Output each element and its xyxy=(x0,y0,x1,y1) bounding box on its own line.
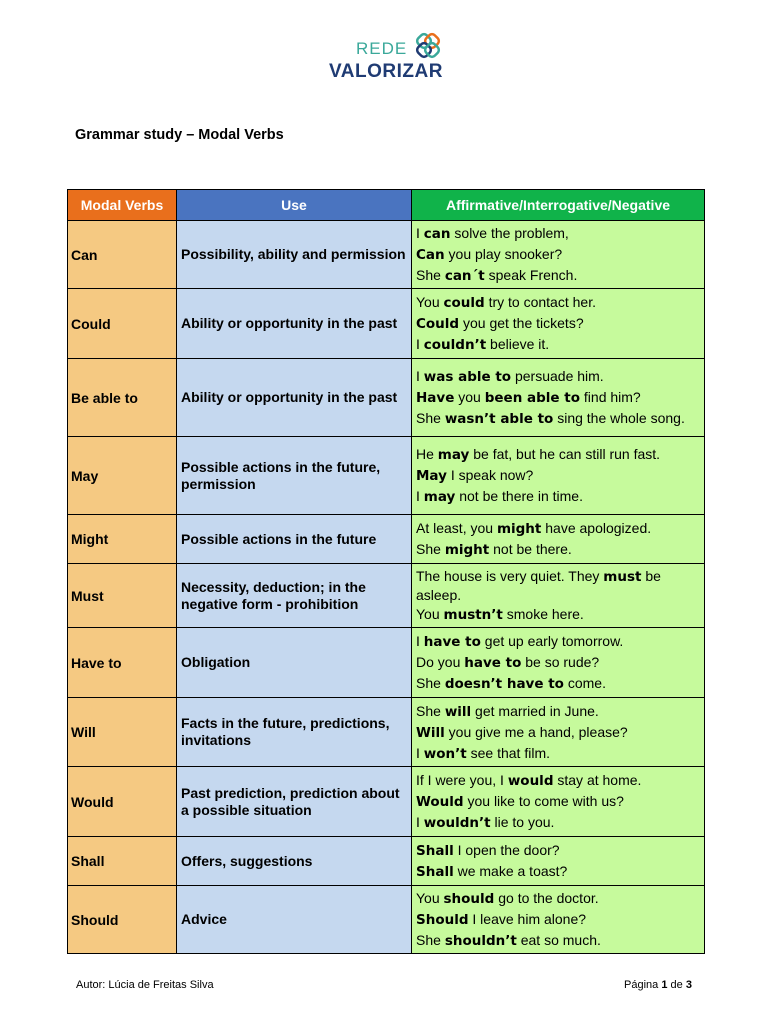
modal-verb-highlight: May xyxy=(416,468,447,484)
sentence-text: I xyxy=(416,336,424,352)
example-sentence xyxy=(416,722,700,743)
use-cell: Past prediction, prediction about a possible situation xyxy=(177,767,412,837)
sentence-text: eat so much. xyxy=(516,932,601,948)
modal-verbs-table xyxy=(67,189,705,954)
examples-cell xyxy=(412,221,705,289)
sentence-text: smoke here. xyxy=(502,605,584,622)
sentence-text: not be there. xyxy=(489,541,572,557)
example-sentence xyxy=(416,743,700,764)
modal-verb-highlight: couldn’t xyxy=(423,337,487,353)
sentence-text: sing the whole song. xyxy=(553,410,685,426)
table-header-row xyxy=(68,190,705,221)
example-sentence xyxy=(416,770,700,791)
sentence-text: go to the doctor. xyxy=(494,890,599,906)
sentence-text: I xyxy=(416,488,424,504)
footer-page-current: 1 xyxy=(661,979,668,991)
examples-cell xyxy=(412,437,705,515)
sentence-text: He xyxy=(416,446,438,462)
sentence-text: The house is very quiet. They xyxy=(416,567,604,584)
example-sentence xyxy=(416,888,700,909)
table-row xyxy=(68,515,705,564)
sentence-text: you get the tickets? xyxy=(459,315,584,331)
example-sentence xyxy=(416,265,700,286)
sentence-text: get up early tomorrow. xyxy=(480,633,624,649)
modal-verb-highlight: can xyxy=(423,226,451,242)
example-sentence xyxy=(416,539,700,560)
use-cell: Ability or opportunity in the past xyxy=(177,289,412,359)
modal-verb-highlight: Could xyxy=(416,316,460,332)
use-cell: Possibility, ability and permission xyxy=(177,221,412,289)
logo-valorizar-text: VALORIZAR xyxy=(329,61,443,82)
header-examples: Affirmative/Interrogative/Negative xyxy=(412,190,705,221)
modal-verb-cell: Could xyxy=(68,289,177,359)
sentence-text: You xyxy=(416,294,444,310)
sentence-text: You xyxy=(416,605,444,622)
modal-verb-cell: Shall xyxy=(68,837,177,886)
modal-verb-highlight: have to xyxy=(464,655,522,671)
logo-rede-text: REDE xyxy=(356,39,408,58)
modal-verb-highlight: may xyxy=(437,447,470,463)
modal-verb-highlight: mustn’t xyxy=(443,606,503,623)
example-sentence xyxy=(416,604,700,625)
example-sentence xyxy=(416,387,700,408)
sentence-text: find him? xyxy=(580,389,641,405)
use-cell: Advice xyxy=(177,886,412,954)
modal-verb-highlight: Can xyxy=(416,247,445,263)
footer-page-total: 3 xyxy=(685,979,692,991)
modal-verb-highlight: wasn’t able to xyxy=(444,411,554,427)
header-modal-verbs: Modal Verbs xyxy=(68,190,177,221)
modal-verb-highlight: been able to xyxy=(484,390,581,406)
sentence-text: you play snooker? xyxy=(444,246,563,262)
table-row xyxy=(68,437,705,515)
example-sentence xyxy=(416,909,700,930)
sentence-text: be so rude? xyxy=(521,654,600,670)
sentence-text: I open the door? xyxy=(453,842,560,858)
footer-page-label: Página xyxy=(624,979,659,991)
table-row xyxy=(68,221,705,289)
header-use: Use xyxy=(177,190,412,221)
footer-page-of: de xyxy=(670,979,683,991)
modal-verb-highlight: would xyxy=(507,773,554,789)
sentence-text: I xyxy=(416,814,424,830)
modal-verb-cell: Must xyxy=(68,564,177,628)
examples-cell xyxy=(412,564,705,628)
sentence-text: come. xyxy=(563,675,606,691)
sentence-text: She xyxy=(416,541,445,557)
sentence-text: you like to come with us? xyxy=(463,793,624,809)
sentence-text: Do you xyxy=(416,654,465,670)
sentence-text: I leave him alone? xyxy=(468,911,587,927)
example-sentence xyxy=(416,486,700,507)
sentence-text: She xyxy=(416,675,445,691)
modal-verb-cell: Might xyxy=(68,515,177,564)
modal-verb-highlight: can´t xyxy=(444,268,485,284)
example-sentence xyxy=(416,292,700,313)
sentence-text: we make a toast? xyxy=(453,863,568,879)
examples-cell xyxy=(412,767,705,837)
modal-verb-highlight: Will xyxy=(416,724,445,741)
rede-valorizar-logo xyxy=(326,32,446,82)
modal-verb-highlight: must xyxy=(603,568,642,585)
sentence-text: speak French. xyxy=(484,267,578,283)
modal-verb-cell: Will xyxy=(68,698,177,767)
example-sentence xyxy=(416,408,700,429)
logo-mark-icon xyxy=(412,32,444,64)
example-sentence xyxy=(416,812,700,833)
table-row xyxy=(68,359,705,437)
sentence-text: She xyxy=(416,410,445,426)
table-row xyxy=(68,564,705,628)
example-sentence xyxy=(416,861,700,882)
footer-author: Autor: Lúcia de Freitas Silva xyxy=(76,979,214,991)
example-sentence xyxy=(416,223,700,244)
use-cell: Ability or opportunity in the past xyxy=(177,359,412,437)
example-sentence xyxy=(416,930,700,951)
modal-verb-highlight: might xyxy=(496,521,542,537)
sentence-text: She xyxy=(416,702,445,719)
sentence-text: I xyxy=(416,368,424,384)
table-row xyxy=(68,767,705,837)
sentence-text: not be there in time. xyxy=(455,488,583,504)
sentence-text: She xyxy=(416,267,445,283)
modal-verb-highlight: Shall xyxy=(416,864,454,880)
example-sentence xyxy=(416,334,700,355)
example-sentence xyxy=(416,631,700,652)
modal-verb-highlight: should xyxy=(443,891,495,907)
table-row xyxy=(68,837,705,886)
modal-verb-cell: Can xyxy=(68,221,177,289)
table-row xyxy=(68,698,705,767)
modal-verb-highlight: Have xyxy=(416,390,455,406)
sentence-text: At least, you xyxy=(416,520,497,536)
example-sentence xyxy=(416,840,700,861)
examples-cell xyxy=(412,837,705,886)
modal-verb-highlight: won’t xyxy=(423,745,467,762)
example-sentence xyxy=(416,465,700,486)
use-cell: Possible actions in the future xyxy=(177,515,412,564)
modal-verb-cell: Should xyxy=(68,886,177,954)
example-sentence xyxy=(416,518,700,539)
modal-verb-highlight: Shall xyxy=(416,843,454,859)
sentence-text: be asleep. xyxy=(416,567,661,603)
sentence-text: solve the problem, xyxy=(450,225,569,241)
modal-verb-cell: May xyxy=(68,437,177,515)
example-sentence xyxy=(416,567,700,604)
document-title: Grammar study – Modal Verbs xyxy=(75,127,284,143)
use-cell: Possible actions in the future, permission xyxy=(177,437,412,515)
examples-cell xyxy=(412,886,705,954)
sentence-text: you xyxy=(454,389,485,405)
example-sentence xyxy=(416,366,700,387)
sentence-text: I xyxy=(416,633,424,649)
modal-verb-highlight: Would xyxy=(416,794,464,810)
modal-verb-highlight: Should xyxy=(416,912,469,928)
use-cell: Offers, suggestions xyxy=(177,837,412,886)
sentence-text: get married in June. xyxy=(471,702,599,719)
sentence-text: lie to you. xyxy=(490,814,555,830)
modal-verb-highlight: have to xyxy=(423,634,481,650)
examples-cell xyxy=(412,289,705,359)
footer-page-number xyxy=(624,979,692,991)
sentence-text: I speak now? xyxy=(446,467,534,483)
sentence-text: She xyxy=(416,932,445,948)
sentence-text: persuade him. xyxy=(511,368,604,384)
table-row xyxy=(68,628,705,698)
use-cell: Obligation xyxy=(177,628,412,698)
modal-verb-cell: Would xyxy=(68,767,177,837)
sentence-text: try to contact her. xyxy=(484,294,596,310)
modal-verb-highlight: might xyxy=(444,542,490,558)
modal-verb-highlight: could xyxy=(443,295,485,311)
modal-verb-highlight: doesn’t have to xyxy=(444,676,564,692)
sentence-text: stay at home. xyxy=(553,772,642,788)
table-row xyxy=(68,886,705,954)
modal-verb-highlight: will xyxy=(444,703,472,720)
sentence-text: I xyxy=(416,225,424,241)
modal-verb-highlight: wouldn’t xyxy=(423,815,491,831)
example-sentence xyxy=(416,313,700,334)
examples-cell xyxy=(412,359,705,437)
sentence-text: be fat, but he can still run fast. xyxy=(469,446,661,462)
sentence-text: You xyxy=(416,890,444,906)
modal-verb-cell: Be able to xyxy=(68,359,177,437)
sentence-text: I xyxy=(416,744,424,761)
sentence-text: see that film. xyxy=(466,744,550,761)
modal-verb-cell: Have to xyxy=(68,628,177,698)
table-body xyxy=(68,221,705,954)
use-cell: Facts in the future, predictions, invitations xyxy=(177,698,412,767)
sentence-text: have apologized. xyxy=(541,520,652,536)
modal-verb-highlight: was able to xyxy=(423,369,512,385)
modal-verb-highlight: shouldn’t xyxy=(444,933,517,949)
example-sentence xyxy=(416,652,700,673)
example-sentence xyxy=(416,673,700,694)
use-cell: Necessity, deduction; in the negative form - prohibition xyxy=(177,564,412,628)
examples-cell xyxy=(412,515,705,564)
sentence-text: believe it. xyxy=(486,336,550,352)
example-sentence xyxy=(416,444,700,465)
modal-verb-highlight: may xyxy=(423,489,456,505)
sentence-text: If I were you, I xyxy=(416,772,508,788)
example-sentence xyxy=(416,791,700,812)
sentence-text: you give me a hand, please? xyxy=(444,723,628,740)
examples-cell xyxy=(412,628,705,698)
table-row xyxy=(68,289,705,359)
example-sentence xyxy=(416,701,700,722)
examples-cell xyxy=(412,698,705,767)
example-sentence xyxy=(416,244,700,265)
